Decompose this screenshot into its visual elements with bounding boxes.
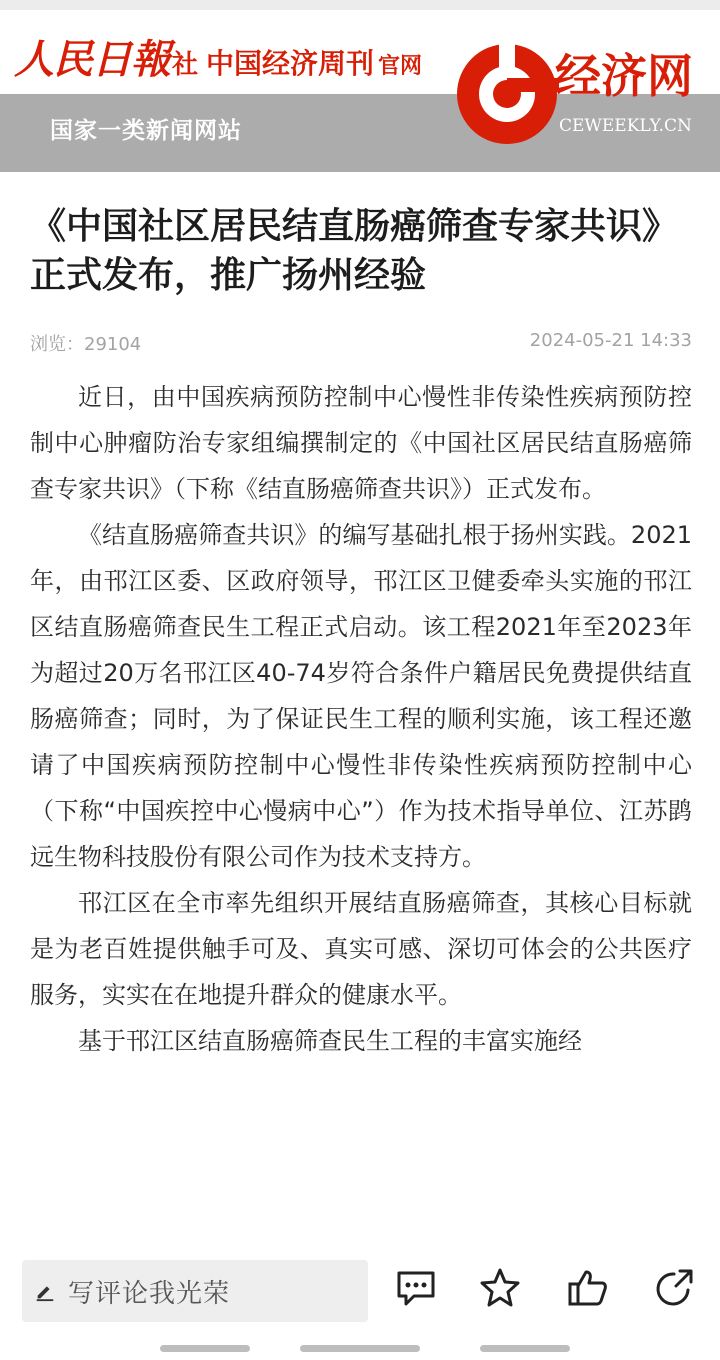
comment-input[interactable] [22, 1260, 368, 1322]
peoples-daily-suffix: 社 [172, 50, 199, 80]
share-icon[interactable] [652, 1266, 696, 1310]
official-site-label: 官网 [378, 54, 423, 79]
status-bar-strip [0, 0, 720, 10]
nav-segment [480, 1345, 570, 1352]
nav-segment [160, 1345, 250, 1352]
ceweekly-logo-icon [455, 42, 559, 146]
paragraph: 基于邗江区结直肠癌筛查民生工程的丰富实施经 [78, 1027, 582, 1055]
weekly-name: 中国经济周刊 [206, 47, 375, 80]
ceweekly-logo[interactable] [455, 34, 720, 152]
site-header [0, 10, 720, 162]
peoples-daily-name: 人民日報 [14, 36, 170, 83]
views-label: 浏览： [30, 334, 84, 355]
comment-icon[interactable] [394, 1266, 438, 1310]
nav-segment [300, 1345, 420, 1352]
paragraph: 《结直肠癌筛查共识》的编写基础扎根于扬州实践。2021年，由邗江区委、区政府领导，邗江区卫健委牵头实施的邗江区结直肠癌筛查民生工程正式启动。该工程2021年至2023年为超过20万名邗江区40-74岁符合条件户籍居民免费提供结直肠癌筛查；同时，为了保证民生工程的顺利实施，该工程还邀请了中国疾病预防控制中心慢性非传染性疾病预防控制中心（下称“中国疾控中心慢病中心”）作为技术指导单位、江苏鹍远生物科技股份有限公司作为技术支持方。 [30, 521, 692, 871]
bottom-action-bar [0, 1250, 720, 1360]
article [30, 202, 692, 1064]
views-value: 29104 [84, 334, 142, 355]
site-tagline: 国家一类新闻网站 [50, 118, 242, 144]
star-icon[interactable] [478, 1266, 522, 1310]
publish-datetime: 2024-05-21 14:33 [529, 330, 692, 351]
article-body [30, 374, 692, 1064]
thumbs-up-icon[interactable] [566, 1266, 610, 1310]
article-meta [30, 330, 692, 356]
paragraph: 邗江区在全市率先组织开展结直肠癌筛查，其核心目标就是为老百姓提供触手可及、真实可感、深切可体会的公共医疗服务，实实在在地提升群众的健康水平。 [30, 889, 692, 1009]
views-count [30, 330, 141, 356]
pen-icon [34, 1280, 56, 1302]
ceweekly-logo-text: 经济网 [555, 49, 693, 103]
comment-placeholder: 写评论我光荣 [68, 1278, 231, 1309]
article-title: 《中国社区居民结直肠癌筛查专家共识》正式发布，推广扬州经验 [30, 206, 679, 296]
ceweekly-domain: CEWEEKLY.CN [559, 116, 692, 136]
system-nav-bar [0, 1345, 720, 1360]
paragraph: 近日，由中国疾病预防控制中心慢性非传染性疾病预防控制中心肿瘤防治专家组编撰制定的《中国社区居民结直肠癌筛查专家共识》（下称《结直肠癌筛查共识》）正式发布。 [30, 383, 692, 503]
brand-banner[interactable] [14, 28, 422, 88]
